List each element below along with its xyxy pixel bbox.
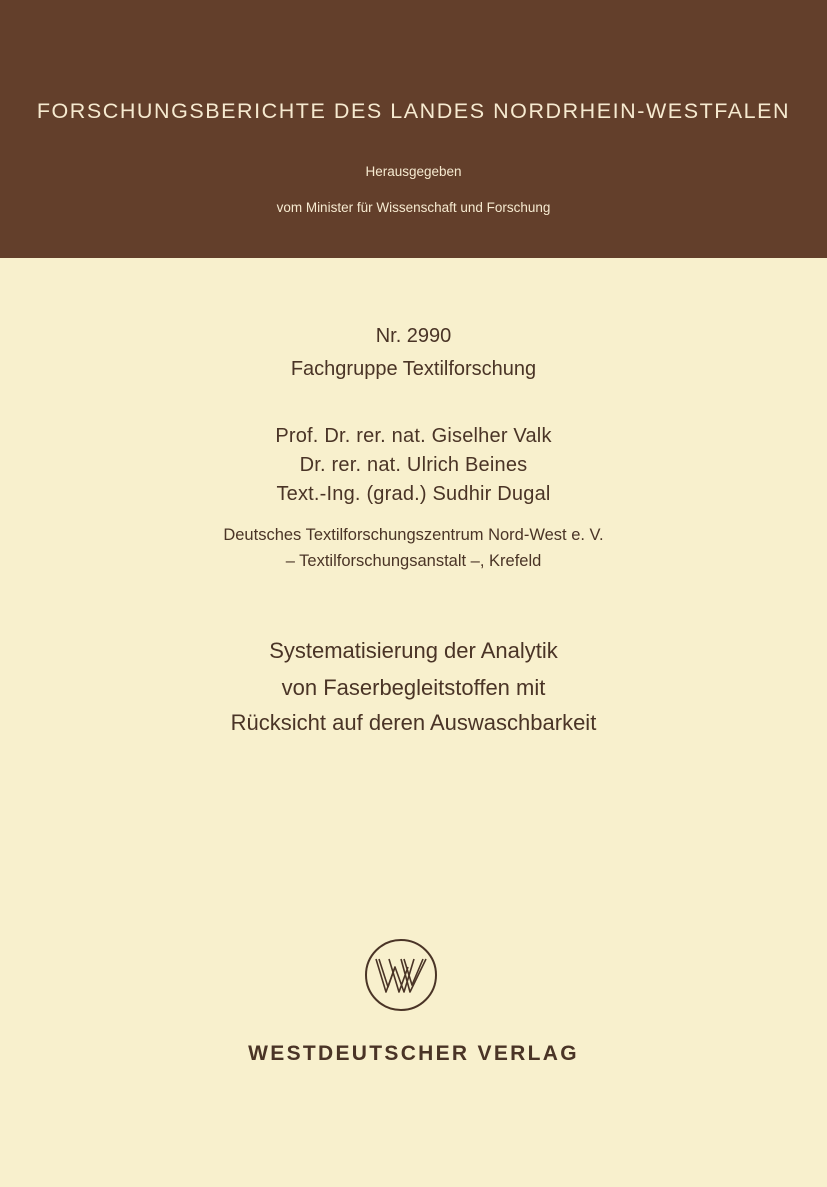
report-group: Fachgruppe Textilforschung [290,358,537,380]
series-title: FORSCHUNGSBERICHTE DES LANDES NORDRHEIN-WESTFALEN [36,99,791,123]
published-by: vom Minister für Wissenschaft und Forschung [276,200,551,215]
title-line-1: Systematisierung der Analytik [269,638,558,663]
published-by-label: Herausgegeben [365,164,462,179]
publisher-name: WESTDEUTSCHER VERLAG [248,1042,579,1065]
title-line-2: von Faserbegleitstoffen mit [281,675,546,700]
wv-circle-logo-icon [363,937,439,1013]
institution-line-2: – Textilforschungsanstalt –, Krefeld [285,552,542,570]
author-2: Dr. rer. nat. Ulrich Beines [299,454,528,476]
author-1: Prof. Dr. rer. nat. Giselher Valk [275,425,552,447]
header-band [0,0,827,258]
report-number: Nr. 2990 [375,325,452,347]
title-line-3: Rücksicht auf deren Auswaschbarkeit [230,710,597,735]
author-3: Text.-Ing. (grad.) Sudhir Dugal [276,483,551,505]
institution-line-1: Deutsches Textilforschungszentrum Nord-West e. V. [223,526,604,544]
